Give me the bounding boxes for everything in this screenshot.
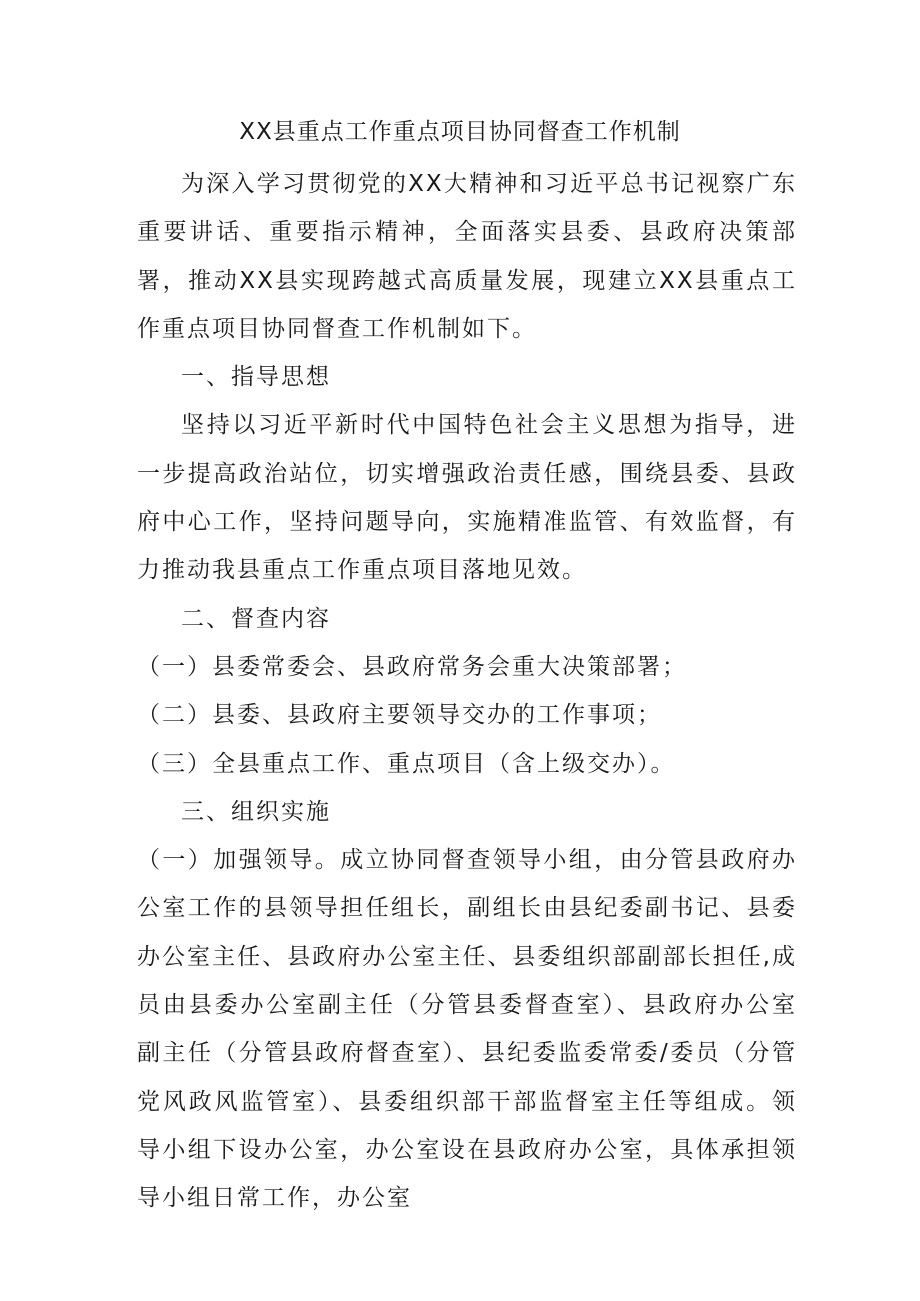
document-body (137, 160, 797, 1223)
document-title: XX县重点工作重点项目协同督查工作机制 (239, 119, 681, 145)
guiding-ideology-paragraph: 坚持以习近平新时代中国特色社会主义思想为指导，进一步提高政治站位，切实增强政治责任感，围绕县委、县政府中心工作，坚持问题导向，实施精准监管、有效监督，有力推动我县重点工作重点项目落地见效。 (137, 412, 797, 584)
intro-paragraph: 为深入学习贯彻党的XX大精神和习近平总书记视察广东重要讲话、重要指示精神，全面落实县委、县政府决策部署，推动XX县实现跨越式高质量发展，现建立XX县重点工作重点项目协同督查工作机制如下。 (137, 171, 797, 342)
inspection-item-2: （二）县委、县政府主要领导交办的工作事项； (137, 702, 662, 729)
section-heading-guiding-ideology: 一、指导思想 (181, 364, 331, 391)
organization-paragraph: （一）加强领导。成立协同督查领导小组，由分管县政府办公室工作的县领导担任组长，副组长由县纪委副书记、县委办公室主任、县政府办公室主任、县委组织部副部长担任,成员由县委办公室副主任（分管县委督查室）、县政府办公室副主任（分管县政府督查室）、县纪委监委常委/委员（分管党风政风监管室）、县委组织部干部监督室主任等组成。领导小组下设办公室，办公室设在县政府办公室，具体承担领导小组日常工作，办公室 (137, 847, 797, 1212)
inspection-item-3: （三）全县重点工作、重点项目（含上级交办）。 (137, 750, 676, 777)
inspection-item-1: （一）县委常委会、县政府常务会重大决策部署； (137, 653, 687, 680)
section-heading-organization: 三、组织实施 (181, 798, 331, 825)
section-heading-inspection-content: 二、督查内容 (181, 605, 331, 632)
